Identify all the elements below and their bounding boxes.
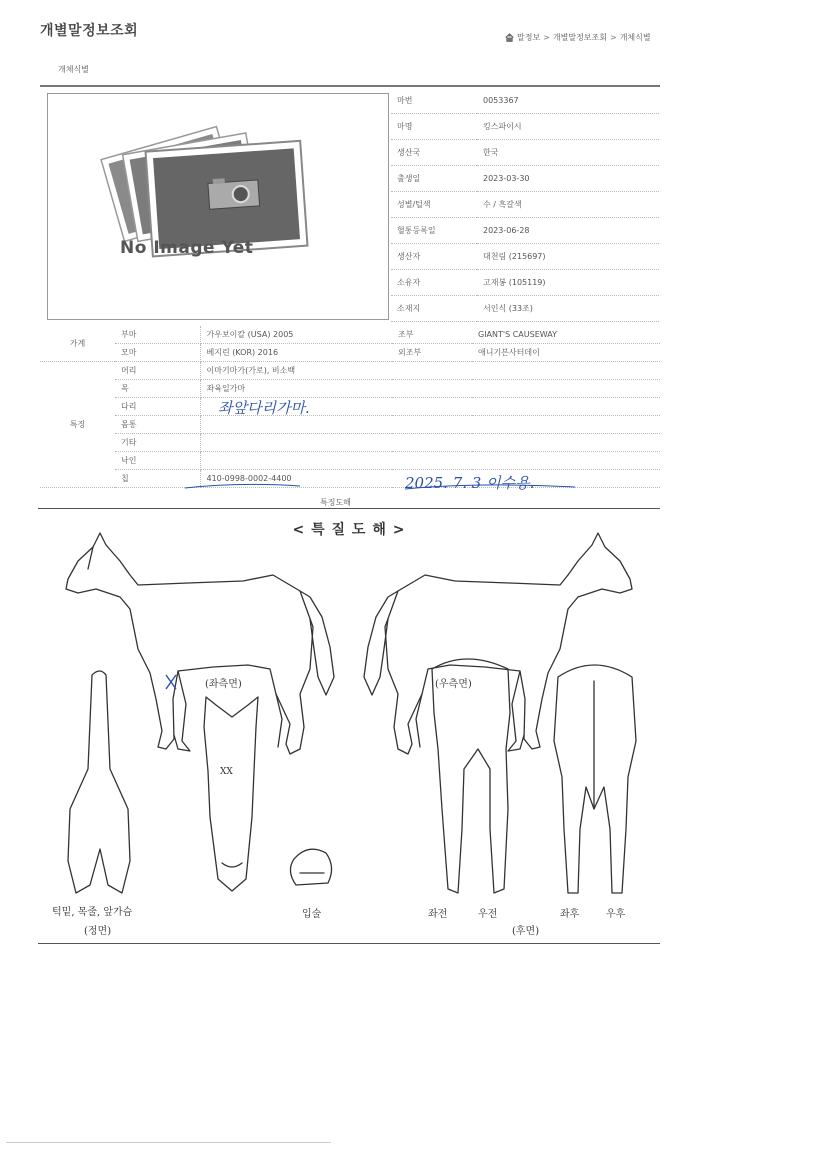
horse-outline-diagram: [38, 509, 660, 943]
label-front-bottom: 턱밑, 목줄, 앞가슴: [52, 907, 133, 918]
horse-photo: [47, 93, 389, 320]
label-right-side: (우측면): [435, 679, 472, 690]
table-row: 모마 베지린 (KOR) 2016 외조부 애니기븐사터데이: [40, 344, 660, 362]
breadcrumb-item[interactable]: 말정보: [517, 33, 541, 42]
breadcrumb-separator: >: [543, 33, 550, 42]
diagram-caption: 특징도해: [320, 498, 351, 507]
page-title: 개별말정보조회: [40, 23, 139, 39]
chestnut-mark-x: [166, 675, 176, 689]
label-rear: (후면): [512, 926, 540, 937]
label-front: (정면): [84, 926, 112, 937]
breadcrumb-separator: >: [610, 33, 617, 42]
horse-rear-outline: [554, 665, 636, 893]
horse-right-side-outline: [364, 533, 632, 754]
section-features: 특징: [40, 362, 115, 488]
horse-chest-front-outline: [68, 671, 130, 893]
home-icon[interactable]: [505, 33, 514, 42]
label-right-rear: 우후: [606, 909, 626, 920]
tab-identification[interactable]: 개체식별: [58, 65, 89, 74]
label-lips: 입술: [302, 909, 322, 920]
table-row: 마번 0053367: [391, 88, 659, 114]
table-row: 기타: [40, 434, 660, 452]
table-row: 소유자 고재봉 (105119): [391, 270, 659, 296]
forehead-marks: XX: [220, 767, 233, 777]
horse-front-legs-outline: [432, 659, 510, 893]
breadcrumb-item[interactable]: 개별말정보조회: [552, 33, 607, 42]
label-left-rear: 좌후: [560, 909, 580, 920]
horse-lips-outline: [290, 849, 331, 885]
table-row: 소재지 서인식 (33조): [391, 296, 659, 322]
table-row: 마명 킹스파이시: [391, 114, 659, 140]
horse-head-front-outline: [204, 697, 258, 891]
table-row: 출생일 2023-03-30: [391, 166, 659, 192]
no-image-text: No Image Yet: [120, 238, 254, 258]
breadcrumb: [505, 32, 651, 43]
handwritten-underline: [180, 478, 580, 498]
footer-divider: [6, 1142, 331, 1143]
horse-left-side-outline: [66, 533, 334, 754]
table-row: 칩 410-0998-0002-4400: [40, 470, 660, 488]
breadcrumb-item[interactable]: 개체식별: [619, 33, 651, 42]
table-row: 낙인: [40, 452, 660, 470]
diagram-title: < 특 질 도 해 >: [292, 522, 406, 538]
table-row: 생산국 한국: [391, 140, 659, 166]
table-row: 몸통: [40, 416, 660, 434]
table-row: 혈통등록일 2023-06-28: [391, 218, 659, 244]
pedigree-features-table: [40, 326, 660, 488]
table-row: 특징 머리 이마기마가(가로), 비소백: [40, 362, 660, 380]
divider: [40, 85, 660, 87]
table-row: 다리: [40, 398, 660, 416]
table-row: 목 좌육일가마: [40, 380, 660, 398]
label-left-front: 좌전: [428, 909, 448, 920]
label-left-side: (좌측면): [205, 679, 242, 690]
horse-info-table: [391, 88, 659, 322]
feature-diagram: [38, 508, 660, 944]
handwritten-signature: 2025. 7. 3 이수용.: [405, 474, 535, 492]
section-pedigree: 가계: [40, 326, 115, 362]
table-row: 가계 부마 가우보이칼 (USA) 2005 조부 GIANT'S CAUSEWAY: [40, 326, 660, 344]
label-right-front: 우전: [478, 909, 498, 920]
photo-placeholder-icon: [48, 94, 388, 319]
handwritten-leg-note: 좌앞다리가마.: [218, 399, 310, 417]
table-row: 생산자 대천림 (215697): [391, 244, 659, 270]
table-row: 성별/털색 수 / 흑갈색: [391, 192, 659, 218]
